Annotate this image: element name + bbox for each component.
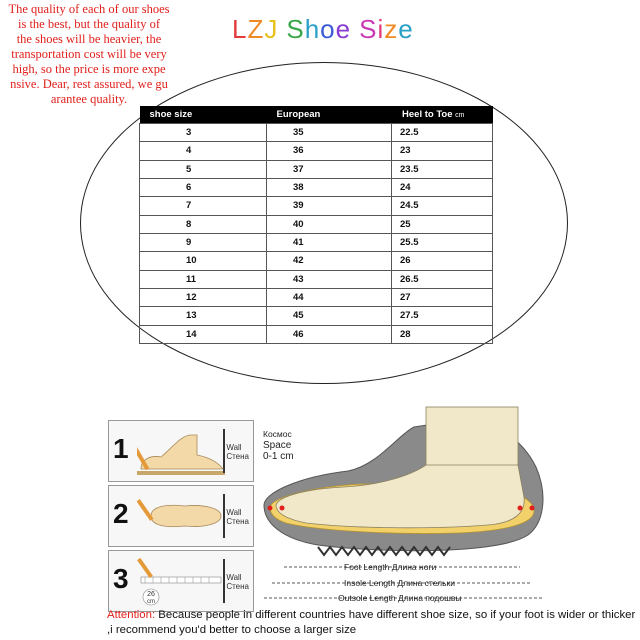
cell-shoe-size: 8 <box>140 215 267 233</box>
cell-shoe-size: 11 <box>140 270 267 288</box>
table-row <box>140 160 493 178</box>
header-shoe-size: shoe size <box>140 106 267 124</box>
page-title <box>232 14 414 45</box>
title-letter: z <box>384 14 399 44</box>
shoe-measure-diagram <box>258 405 558 610</box>
cell-heel-to-toe: 27.5 <box>392 307 493 325</box>
insole-length-en: Insole Length <box>344 578 396 588</box>
table-row <box>140 197 493 215</box>
cell-shoe-size: 14 <box>140 325 267 343</box>
cell-european: 44 <box>267 288 392 306</box>
space-ru: Космос <box>263 429 292 439</box>
table-row <box>140 142 493 160</box>
table-row <box>140 325 493 343</box>
wall-label <box>226 508 249 526</box>
wall-label <box>226 443 249 461</box>
attention-text: Because people in different countries have different shoe size, so if your foot is wider or thicker ,i recommend you'd better to choose a larger size <box>107 609 636 636</box>
insole-length-label <box>344 578 455 588</box>
ruler-icon <box>137 555 225 609</box>
foot-length-ru: Длина ноги <box>391 562 437 572</box>
cell-heel-to-toe: 25 <box>392 215 493 233</box>
title-letter: e <box>335 14 352 44</box>
step-number: 1 <box>113 433 129 464</box>
wall-ru: Стена <box>226 452 249 461</box>
cell-european: 40 <box>267 215 392 233</box>
step-2 <box>108 485 254 547</box>
cell-heel-to-toe: 24 <box>392 178 493 196</box>
attention-label: Attention: <box>107 609 156 621</box>
table-row <box>140 233 493 251</box>
header-unit: cm <box>455 112 465 119</box>
table-row <box>140 215 493 233</box>
ruler-unit: cm <box>147 599 155 605</box>
title-letter: J <box>264 14 279 44</box>
title-letter: S <box>359 14 378 44</box>
cell-heel-to-toe: 25.5 <box>392 233 493 251</box>
measure-steps <box>108 420 254 615</box>
title-letter: Z <box>247 14 265 44</box>
cell-shoe-size: 9 <box>140 233 267 251</box>
table-row <box>140 252 493 270</box>
wall-ru: Стена <box>226 517 249 526</box>
foot-side-icon <box>137 425 225 479</box>
cell-european: 36 <box>267 142 392 160</box>
cell-heel-to-toe: 23 <box>392 142 493 160</box>
size-table-body <box>140 124 493 344</box>
cell-european: 38 <box>267 178 392 196</box>
outsole-length-ru: Длина подошвы <box>398 593 462 603</box>
cell-shoe-size: 3 <box>140 124 267 142</box>
cell-european: 43 <box>267 270 392 288</box>
cell-heel-to-toe: 24.5 <box>392 197 493 215</box>
cell-european: 39 <box>267 197 392 215</box>
step-1 <box>108 420 254 482</box>
cell-european: 45 <box>267 307 392 325</box>
cell-shoe-size: 12 <box>140 288 267 306</box>
cell-shoe-size: 5 <box>140 160 267 178</box>
insole-length-ru: Длина стельки <box>397 578 456 588</box>
header-european: European <box>267 106 392 124</box>
table-row <box>140 124 493 142</box>
cell-heel-to-toe: 26 <box>392 252 493 270</box>
outsole-length-label <box>338 593 462 603</box>
space-label <box>263 429 294 462</box>
cell-shoe-size: 10 <box>140 252 267 270</box>
space-en: Space <box>263 440 292 451</box>
cell-european: 46 <box>267 325 392 343</box>
table-row <box>140 270 493 288</box>
title-letter: e <box>398 14 414 44</box>
ruler-mark: 26 <box>147 591 155 598</box>
cell-heel-to-toe: 26.5 <box>392 270 493 288</box>
attention-note <box>107 608 637 638</box>
size-table <box>139 106 493 344</box>
size-table-header-row <box>140 106 493 124</box>
foot-length-en: Foot Length <box>344 562 390 572</box>
cell-heel-to-toe: 28 <box>392 325 493 343</box>
wall-en: Wall <box>226 443 242 452</box>
step-number: 2 <box>113 498 129 529</box>
quality-notice: The quality of each of our shoes is the best, but the quality of the shoes will be heavier, the transportation cost will be very high, so the price is more expe nsive. Dear, rest assured, we gu arantee quality. <box>8 2 170 106</box>
table-row <box>140 178 493 196</box>
cell-european: 35 <box>267 124 392 142</box>
cell-heel-to-toe: 27 <box>392 288 493 306</box>
cell-heel-to-toe: 23.5 <box>392 160 493 178</box>
wall-label <box>226 573 249 591</box>
title-letter: S <box>286 14 305 44</box>
table-row <box>140 288 493 306</box>
title-letter: h <box>304 14 321 44</box>
wall-en: Wall <box>226 508 242 517</box>
cell-european: 41 <box>267 233 392 251</box>
wall-en: Wall <box>226 573 242 582</box>
outsole-length-en: Outsole Length <box>338 593 396 603</box>
cell-shoe-size: 6 <box>140 178 267 196</box>
title-letter: o <box>320 14 336 44</box>
step-3 <box>108 550 254 612</box>
cell-heel-to-toe: 22.5 <box>392 124 493 142</box>
cell-european: 42 <box>267 252 392 270</box>
cell-shoe-size: 4 <box>140 142 267 160</box>
cell-shoe-size: 13 <box>140 307 267 325</box>
title-letter: L <box>232 14 248 44</box>
foot-length-label <box>344 562 436 572</box>
header-heel-to-toe <box>392 106 493 124</box>
cell-european: 37 <box>267 160 392 178</box>
table-row <box>140 307 493 325</box>
header-heel-to-toe-label: Heel to Toe <box>402 109 453 120</box>
space-range: 0-1 cm <box>263 451 294 462</box>
wall-ru: Стена <box>226 582 249 591</box>
cell-shoe-size: 7 <box>140 197 267 215</box>
foot-top-icon <box>137 490 225 544</box>
title-letter: i <box>377 14 385 44</box>
step-number: 3 <box>113 563 129 594</box>
